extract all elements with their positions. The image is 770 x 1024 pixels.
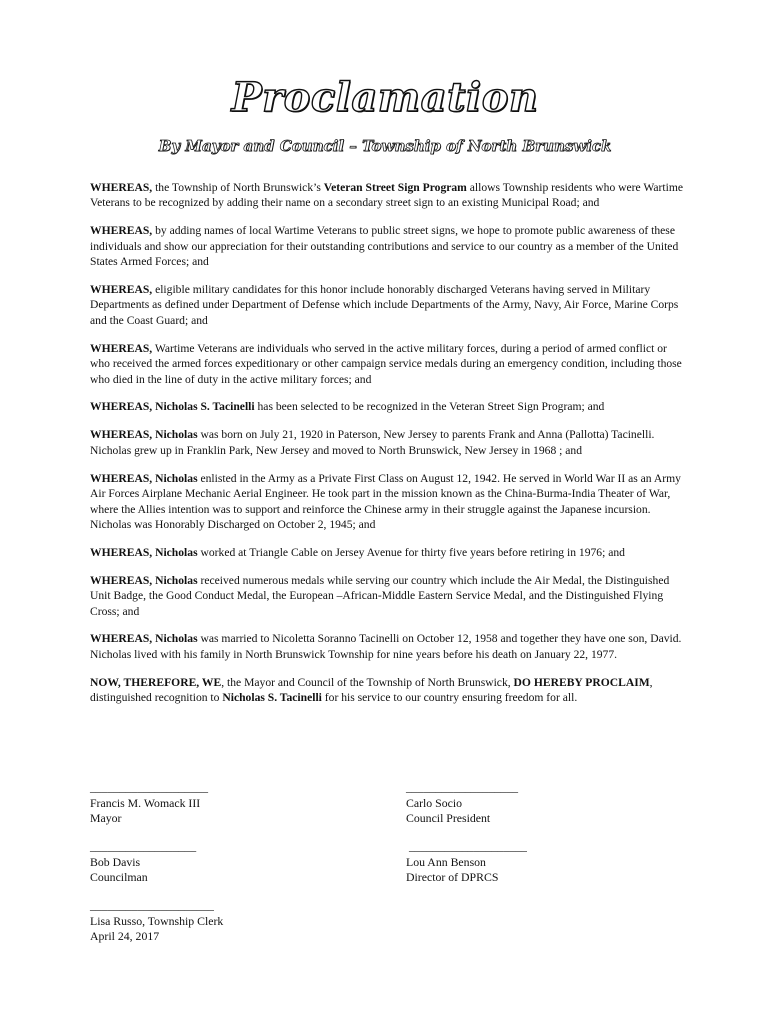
paragraph-text: received numerous medals while serving our country which include the Air Medal, the Distinguished Unit Badge, the Good Conduct Medal, the European –African-Middle Eastern Service Medal, and the Distinguished Flying Cross; and	[90, 573, 670, 618]
paragraph-lead: WHEREAS, Nicholas	[90, 428, 198, 442]
paragraph-lead: WHEREAS,	[90, 224, 153, 238]
signer-title: Mayor	[90, 811, 122, 825]
signer-name: Bob Davis	[90, 854, 141, 869]
whereas-paragraph	[90, 675, 684, 706]
whereas-paragraph	[90, 341, 684, 387]
document-title: Proclamation	[231, 74, 539, 121]
paragraph-text: was married to Nicoletta Soranno Tacinelli on October 12, 1958 and together they have one son, David. Nicholas lived with his family in North Brunswick Township for nine years before his death on January 22, 1977.	[90, 632, 682, 661]
emphasis-text: Veteran Street Sign Program	[323, 181, 467, 194]
signature-director	[406, 839, 527, 886]
signer-name: Francis M. Womack III	[90, 795, 201, 810]
paragraph-lead: WHEREAS, Nicholas	[90, 545, 198, 559]
signature-clerk	[90, 898, 223, 945]
paragraph-text: Wartime Veterans are individuals who served in the active military forces, during a period of armed conflict or who received the armed forces expeditionary or other campaign service medals during an emergency condition, including those who died in the line of duty in the active military forces; and	[90, 341, 682, 386]
emphasis-text: Nicholas S. Tacinelli	[222, 691, 322, 705]
signature-line: ____________________	[90, 780, 208, 794]
whereas-paragraph	[90, 180, 684, 211]
whereas-paragraph	[90, 471, 684, 533]
paragraph-text: , the Mayor and Council of the Township of North Brunswick,	[221, 675, 514, 689]
signer-title: Director of DPRCS	[406, 870, 499, 884]
signature-line: ___________________	[406, 780, 519, 794]
paragraph-text: was born on July 21, 1920 in Paterson, New Jersey to parents Frank and Anna (Pallotta) Tacinelli. Nicholas grew up in Franklin Park, New Jersey and moved to North Brunswick, New Jersey in 1968 ; and	[90, 428, 655, 457]
signature-council-president	[406, 780, 518, 827]
signature-line: __________________	[90, 839, 197, 853]
paragraph-lead: WHEREAS,	[90, 181, 153, 194]
signature-mayor	[90, 780, 208, 827]
paragraph-text: eligible military candidates for this honor include honorably discharged Veterans having served in Military Departments as defined under Department of Defense which include Departments of the Army, Navy, Air Force, Marine Corps and the Coast Guard; and	[90, 283, 679, 327]
paragraph-lead: WHEREAS,	[90, 341, 153, 355]
signature-councilman	[90, 839, 196, 886]
document-subtitle: By Mayor and Council – Township of North Brunswick	[158, 137, 612, 155]
paragraph-text: worked at Triangle Cable on Jersey Avenue for thirty five years before retiring in 1976; and	[197, 545, 625, 559]
whereas-paragraph	[90, 545, 684, 560]
paragraph-text: the Township of North Brunswick’s	[152, 181, 324, 194]
proclamation-body	[90, 180, 684, 718]
whereas-paragraph	[90, 399, 684, 414]
signature-line: ____________________	[406, 839, 527, 853]
paragraph-lead: WHEREAS, Nicholas	[90, 573, 198, 587]
paragraph-lead: WHEREAS,	[90, 283, 153, 297]
paragraph-text: enlisted in the Army as a Private First Class on August 12, 1942. He served in World War II as an Army Air Forces Airplane Mechanic Aerial Engineer. He took part in the mission known as the China-Burma-India Theater of War, where the Allies intention was to support and reinforce the Chinese army in their struggle against the Japanese incursion. Nicholas was Honorably Discharged on October 2, 1945; and	[90, 471, 681, 531]
paragraph-lead: NOW, THEREFORE, WE	[90, 675, 222, 689]
paragraph-text: allows Township residents who were Wartime Veterans to be recognized by adding their name on a secondary street sign to an existing Municipal Road; and	[90, 181, 683, 210]
paragraph-text: has been selected to be recognized in the Veteran Street Sign Program; and	[254, 400, 605, 414]
signer-title: Councilman	[90, 870, 148, 884]
signer-name: Lisa Russo, Township Clerk	[90, 913, 224, 928]
signature-line: _____________________	[90, 898, 214, 912]
paragraph-text: , distinguished recognition to	[90, 675, 653, 705]
paragraph-text: by adding names of local Wartime Veterans to public street signs, we hope to promote public awareness of these individuals and show our appreciation for their outstanding contributions and service to our country as a member of the United States Armed Forces; and	[90, 224, 679, 269]
whereas-paragraph	[90, 427, 684, 458]
signer-name: Carlo Socio	[406, 795, 463, 810]
paragraph-lead: WHEREAS, Nicholas S. Tacinelli	[90, 400, 255, 414]
signature-date: April 24, 2017	[90, 929, 160, 943]
whereas-paragraph	[90, 223, 684, 269]
signer-name: Lou Ann Benson	[406, 854, 486, 869]
whereas-paragraph	[90, 573, 684, 619]
emphasis-text: DO HEREBY PROCLAIM	[513, 675, 650, 689]
paragraph-lead: WHEREAS, Nicholas	[90, 632, 198, 646]
paragraph-lead: WHEREAS, Nicholas	[90, 471, 198, 485]
whereas-paragraph	[90, 282, 684, 328]
paragraph-text: for his service to our country ensuring freedom for all.	[321, 691, 578, 705]
signer-title: Council President	[406, 811, 491, 825]
whereas-paragraph	[90, 631, 684, 662]
